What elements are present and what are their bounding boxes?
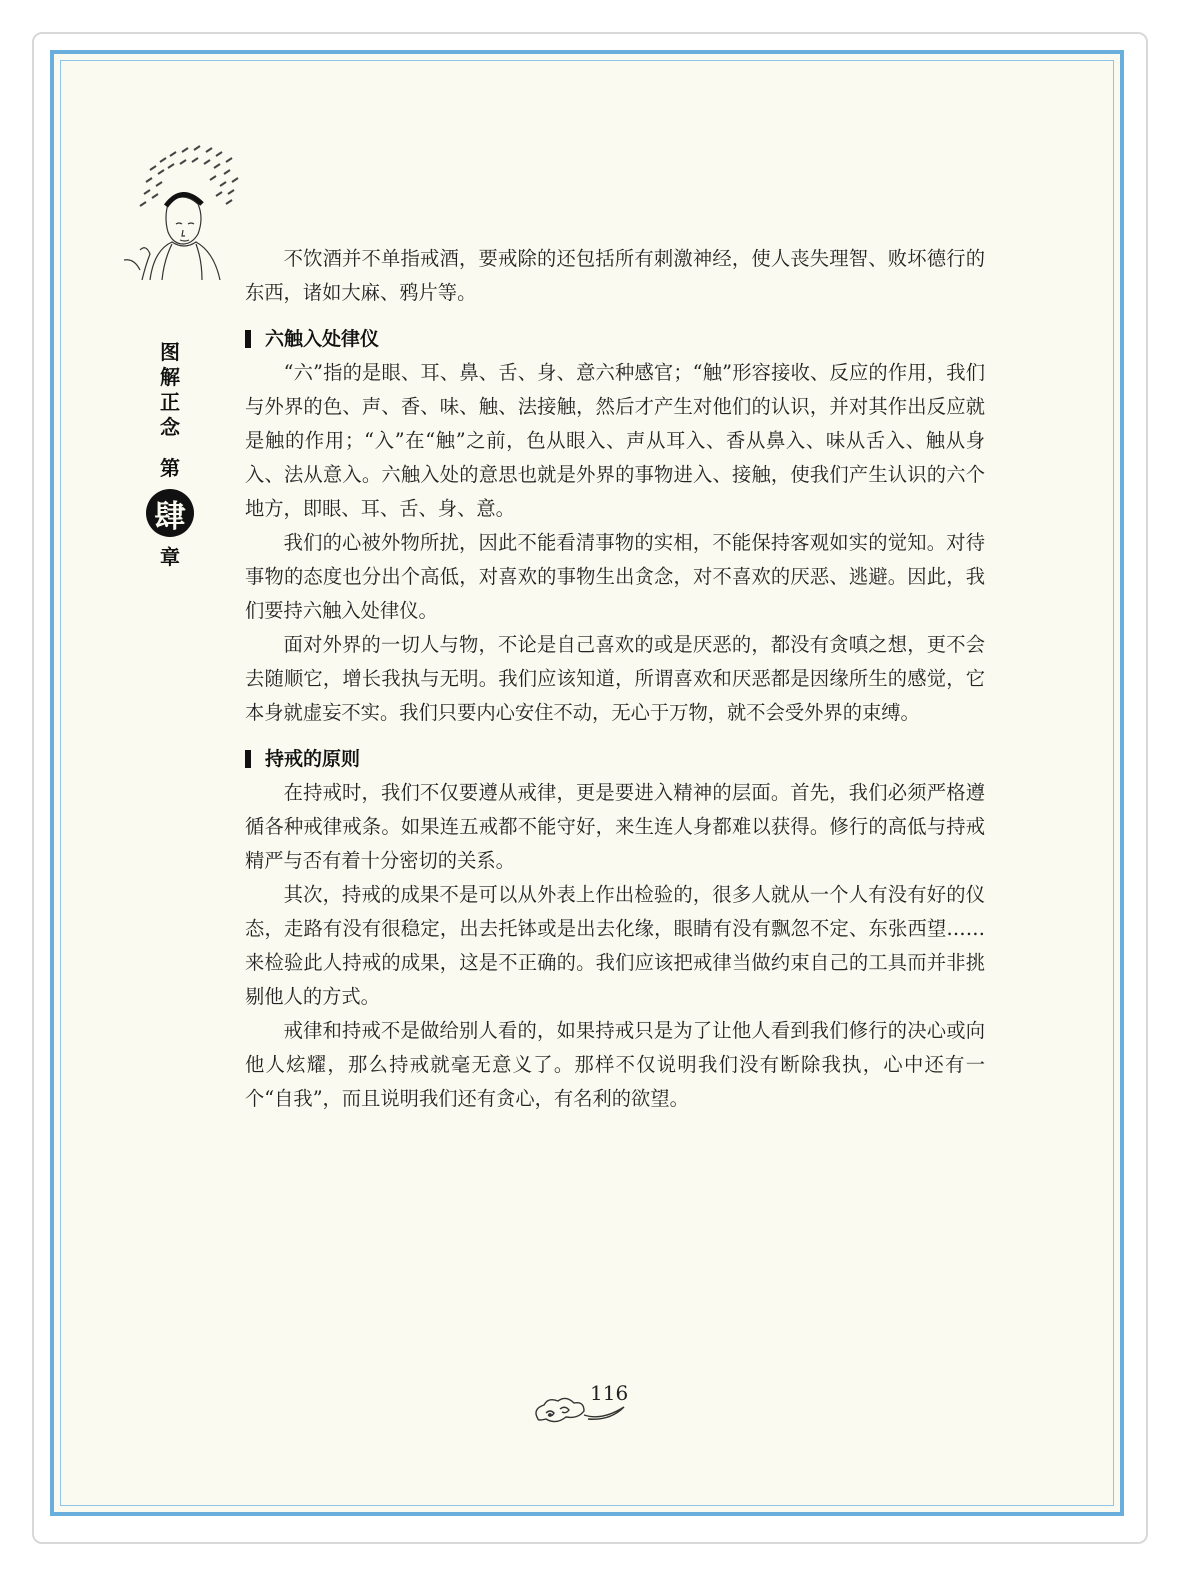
heading-marker-icon xyxy=(245,750,251,768)
chapter-suffix: 章 xyxy=(160,545,180,569)
page-number: 116 xyxy=(590,1381,629,1405)
section-heading xyxy=(245,322,985,356)
section-heading-text: 持戒的原则 xyxy=(265,748,361,770)
chapter-prefix: 第 xyxy=(160,456,180,480)
side-title xyxy=(145,340,195,570)
body-paragraph: 我们的心被外物所扰，因此不能看清事物的实相，不能保持客观如实的觉知。对待事物的态度也分出个高低，对喜欢的事物生出贪念，对不喜欢的厌恶、逃避。因此，我们要持六触入处律仪。 xyxy=(245,531,985,622)
body-paragraph: 在持戒时，我们不仅要遵从戒律，更是要进入精神的层面。首先，我们必须严格遵循各种戒律戒条。如果连五戒都不能守好，来生连人身都难以获得。修行的高低与持戒精严与否有着十分密切的关系。 xyxy=(245,781,985,872)
heading-marker-icon xyxy=(245,330,251,348)
intro-paragraph: 不饮酒并不单指戒酒，要戒除的还包括所有刺激神经，使人丧失理智、败坏德行的东西，诸如大麻、鸦片等。 xyxy=(245,247,985,304)
body-paragraph: 其次，持戒的成果不是可以从外表上作出检验的，很多人就从一个人有没有好的仪态，走路有没有很稳定，出去托钵或是出去化缘，眼睛有没有飘忽不定、东张西望……来检验此人持戒的成果，这是不正确的。我们应该把戒律当做约束自己的工具而并非挑剔他人的方式。 xyxy=(245,883,985,1008)
body-paragraph: 面对外界的一切人与物，不论是自己喜欢的或是厌恶的，都没有贪嗔之想，更不会去随顺它，增长我执与无明。我们应该知道，所谓喜欢和厌恶都是因缘所生的感觉，它本身就虚妄不实。我们只要内心安住不动，无心于万物，就不会受外界的束缚。 xyxy=(245,633,985,724)
book-title-char: 解 xyxy=(160,365,180,389)
body-paragraph: “六”指的是眼、耳、鼻、舌、身、意六种感官；“触”形容接收、反应的作用，我们与外界的色、声、香、味、触、法接触，然后才产生对他们的认识，并对其作出反应就是触的作用；“入”在“触”之前，色从眼入、声从耳入、香从鼻入、味从舌入、触从身入、法从意入。六触入处的意思也就是外界的事物进入、接触，使我们产生认识的六个地方，即眼、耳、舌、身、意。 xyxy=(245,361,985,520)
book-title-char: 正 xyxy=(160,390,180,414)
page-footer xyxy=(530,1375,640,1435)
book-title-char: 念 xyxy=(160,415,180,439)
body-paragraph: 戒律和持戒不是做给别人看的，如果持戒只是为了让他人看到我们修行的决心或向他人炫耀，那么持戒就毫无意义了。那样不仅说明我们没有断除我执，心中还有一个“自我”，而且说明我们还有贪心，有名利的欲望。 xyxy=(245,1019,985,1110)
book-title-char: 图 xyxy=(160,340,180,364)
section-heading xyxy=(245,742,985,776)
section-heading-text: 六触入处律仪 xyxy=(265,328,380,350)
chapter-number-badge: 肆 xyxy=(146,489,194,537)
cloud-ornament-icon xyxy=(530,1395,630,1431)
main-content xyxy=(245,242,985,1116)
portrait-illustration xyxy=(110,140,245,280)
